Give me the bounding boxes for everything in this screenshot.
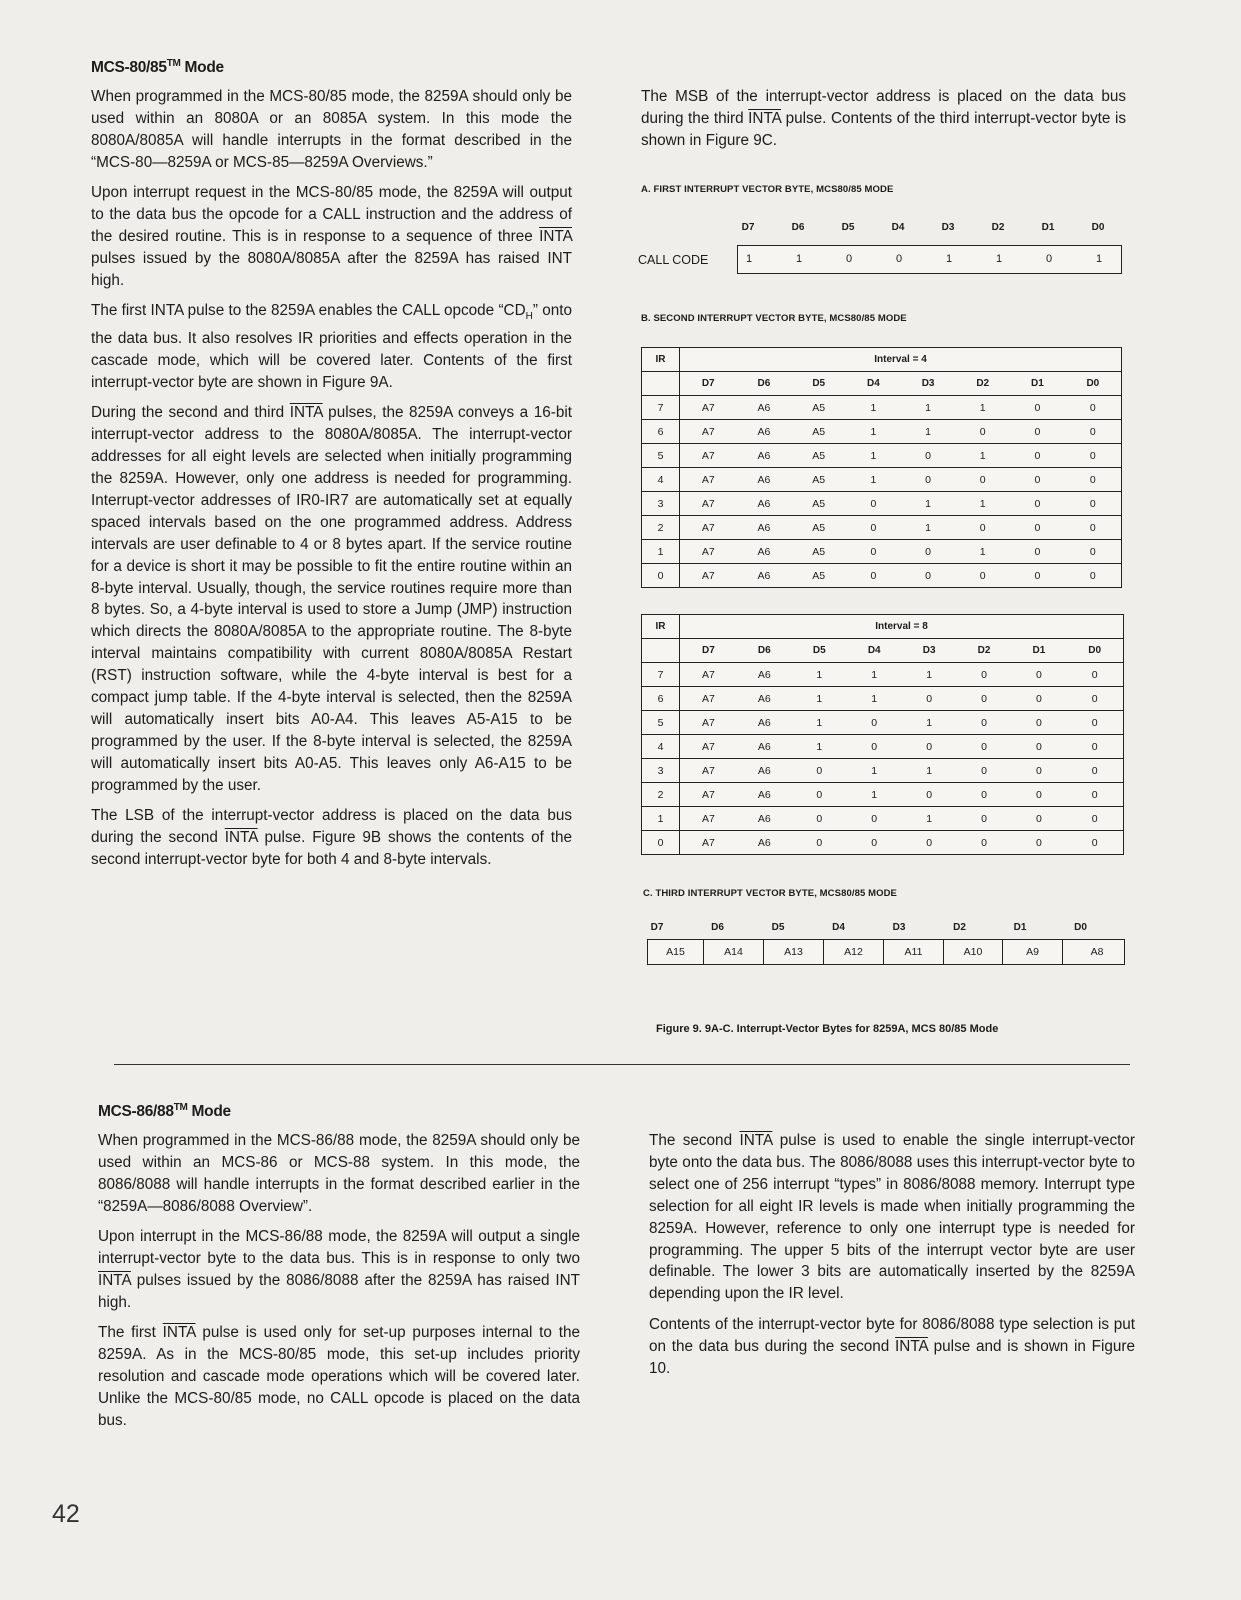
- bit-value-cell: 0: [1011, 783, 1066, 807]
- bit-value-cell: A6: [737, 807, 792, 831]
- bit-value-cell: A7: [680, 444, 737, 468]
- bit-value-cell: 0: [846, 540, 901, 564]
- ir-level-cell: 3: [642, 492, 680, 516]
- overlined-signal: INTA: [748, 109, 782, 127]
- text-run: Upon interrupt in the MCS-86/88 mode, the 8259A will output a single interrupt-vector byte to the data bus. This is in response to only two: [98, 1228, 580, 1268]
- figure-9c-label: C. THIRD INTERRUPT VECTOR BYTE, MCS80/85 MODE: [643, 888, 897, 899]
- ir-level-cell: 1: [642, 807, 680, 831]
- ir-level-cell: 3: [642, 759, 680, 783]
- bit-header-cell: D0: [1066, 639, 1123, 663]
- bit-label-d0: D0: [1091, 222, 1105, 233]
- bit-value-cell: 1: [847, 663, 902, 687]
- bit-value-cell: 0: [846, 492, 901, 516]
- table-row: [642, 468, 1122, 492]
- text-run: The MSB of the interrupt-vector address is placed on the data bus during the third: [641, 88, 1126, 127]
- bit-header-cell: D1: [1011, 639, 1066, 663]
- bit-value-cell: A5: [791, 420, 846, 444]
- bit-value-cell: A6: [736, 564, 791, 588]
- bit-value-cell: 0: [1066, 807, 1123, 831]
- bit-label-d1: D1: [1041, 222, 1055, 233]
- bit-value-cell: 1: [792, 663, 847, 687]
- table-row: [642, 396, 1122, 420]
- third-byte-row: [647, 939, 1125, 965]
- third-byte-cell: A14: [704, 940, 764, 964]
- ir-level-cell: 0: [642, 564, 680, 588]
- bit-value-cell: 0: [1065, 420, 1122, 444]
- overlined-signal: INTA: [98, 1271, 131, 1289]
- bit-value-cell: 0: [902, 735, 957, 759]
- bit-value-cell: 0: [955, 516, 1010, 540]
- bit-header-cell: D6: [736, 372, 791, 396]
- table-row: [642, 663, 1124, 687]
- text-run: pulse is used only for set-up purposes internal to the 8259A. As in the MCS-80/85 mode, this set-up includes priority resolution and cascade mode operations which will be covered later. Unlike the MCS-80/85 mode, no CALL opcode is placed on the data bus.: [98, 1324, 581, 1429]
- text-run: Upon interrupt request in the MCS-80/85 mode, the 8259A will output to the data bus the opcode for a CALL instruction and the address of the desired routine. This is in response to a sequence of three: [91, 184, 572, 245]
- bit-value-cell: 1: [901, 516, 956, 540]
- subscript: H: [525, 311, 533, 323]
- bit-value-cell: A7: [680, 735, 737, 759]
- bit-label-d7: D7: [741, 222, 755, 233]
- bit-value-cell: 0: [955, 420, 1010, 444]
- bit-value-cell: 0: [1010, 564, 1065, 588]
- mcs80-85-right-column: [641, 86, 1126, 160]
- call-code-bit: 0: [1045, 253, 1053, 265]
- bit-value-cell: 0: [1066, 687, 1123, 711]
- bit-value-cell: 0: [1010, 420, 1065, 444]
- paragraph: [91, 805, 572, 871]
- table-row: [642, 687, 1124, 711]
- bit-value-cell: 0: [957, 663, 1012, 687]
- bit-value-cell: 0: [1065, 492, 1122, 516]
- table-row: [642, 516, 1122, 540]
- bit-value-cell: 0: [792, 831, 847, 855]
- bit-value-cell: 0: [1065, 396, 1122, 420]
- ir-level-cell: 0: [642, 831, 680, 855]
- table-row: [642, 735, 1124, 759]
- bit-value-cell: 0: [1010, 540, 1065, 564]
- text-run: When programmed in the MCS-86/88 mode, the 8259A should only be used within an MCS-86 or MCS-88 system. In this mode, the 8086/8088 will handle interrupts in the format described earlier in the “8259A—8086/8088 Overview”.: [98, 1132, 580, 1215]
- bit-value-cell: A6: [737, 831, 792, 855]
- ir-blank-cell: [642, 639, 680, 663]
- bit-value-cell: 0: [957, 831, 1012, 855]
- call-code-bit: 1: [795, 253, 803, 265]
- bit-value-cell: 1: [792, 711, 847, 735]
- text-run: Contents of the interrupt-vector byte for 8086/8088 type selection is put on the data bus during the second: [649, 1315, 1135, 1355]
- bit-value-cell: 0: [1066, 735, 1123, 759]
- bit-value-cell: 1: [847, 759, 902, 783]
- text-run: pulses issued by the 8086/8088 after the 8259A has raised INT high.: [98, 1271, 580, 1311]
- text-run: pulses, the 8259A conveys a 16-bit interrupt-vector address to the 8080A/8085A. The interrupt-vector addresses for all eight levels are selected when initially programming the 8259A. However, only one address is needed for programming. Interrupt-vector addresses of IR0-IR7 are automatically set at equally spaced intervals based on the one programmed address. Address intervals are user definable to 4 or 8 bytes apart. If the service routine for a device is short it may be possible to fit the entire routine within an 8-byte interval. Usually, though, the service routines require more than 8 bytes. So, a 4-byte interval is used to store a Jump (JMP) instruction which directs the 8080A/8085A to the appropriate routine. The 8-byte interval maintains compatibility with current 8080A/8085A Restart (RST) instruction software, while the 4-byte interval is best for a compact jump table. If the 4-byte interval is selected, then the 8259A will automatically insert bits A0-A4. This leaves A5-A15 to be programmed by the user. If the 8-byte interval is selected, the 8259A will automatically insert bits A0-A5. This leaves only A6-A15 to be programmed by the user.: [91, 404, 572, 794]
- call-code-label: CALL CODE: [638, 253, 709, 267]
- figure-9a-bit-header: [738, 222, 1105, 236]
- bit-value-cell: 0: [1010, 396, 1065, 420]
- bit-value-cell: 0: [955, 564, 1010, 588]
- ir-level-cell: 2: [642, 783, 680, 807]
- bit-value-cell: A6: [736, 468, 791, 492]
- bit-value-cell: 0: [1066, 663, 1123, 687]
- bit-value-cell: 0: [957, 687, 1012, 711]
- text-run: ” onto the data bus. It also resolves IR priorities and effects operation in the cascade mode, which will be covered later. Contents of the first interrupt-vector byte are shown in Figure 9A.: [91, 302, 573, 391]
- bit-value-cell: A7: [680, 468, 737, 492]
- bit-value-cell: 0: [902, 831, 957, 855]
- bit-label-d6: D6: [711, 922, 724, 933]
- section-title-mcs86-88: MCS-86/88™ Mode: [98, 1102, 231, 1121]
- bit-header-row: [642, 639, 1124, 663]
- bit-value-cell: 0: [1065, 444, 1122, 468]
- bit-value-cell: 1: [902, 711, 957, 735]
- bit-value-cell: 0: [1010, 468, 1065, 492]
- bit-value-cell: 0: [847, 711, 902, 735]
- paragraph: [98, 1322, 580, 1432]
- bit-value-cell: 0: [1066, 711, 1123, 735]
- interval-8-table: [641, 614, 1124, 855]
- bit-value-cell: 0: [1010, 444, 1065, 468]
- paragraph: [98, 1226, 580, 1314]
- bit-header-cell: D2: [955, 372, 1010, 396]
- bit-header-cell: D3: [902, 639, 957, 663]
- bit-value-cell: A5: [791, 516, 846, 540]
- bit-value-cell: 0: [846, 564, 901, 588]
- bit-value-cell: A6: [736, 444, 791, 468]
- bit-value-cell: 0: [1065, 468, 1122, 492]
- third-byte-cell: A15: [648, 940, 704, 964]
- bit-value-cell: A5: [791, 396, 846, 420]
- bit-value-cell: 0: [1066, 759, 1123, 783]
- bit-value-cell: 0: [957, 783, 1012, 807]
- bit-label-d0: D0: [1074, 922, 1087, 933]
- paragraph: [91, 402, 572, 796]
- table-title-row: [642, 615, 1124, 639]
- bit-value-cell: 1: [901, 492, 956, 516]
- bit-value-cell: 1: [847, 783, 902, 807]
- bit-value-cell: 0: [901, 564, 956, 588]
- bit-value-cell: 0: [957, 735, 1012, 759]
- bit-value-cell: A6: [737, 711, 792, 735]
- bit-value-cell: 0: [792, 783, 847, 807]
- bit-value-cell: 0: [792, 759, 847, 783]
- bit-header-cell: D7: [680, 372, 737, 396]
- overlined-signal: INTA: [289, 404, 323, 422]
- bit-value-cell: A7: [680, 759, 737, 783]
- bit-value-cell: 1: [846, 396, 901, 420]
- figure-9c-bit-header: [647, 922, 1125, 936]
- bit-value-cell: 0: [1011, 663, 1066, 687]
- bit-label-d3: D3: [941, 222, 955, 233]
- bit-value-cell: 1: [955, 396, 1010, 420]
- bit-value-cell: 0: [901, 444, 956, 468]
- bit-header-cell: D7: [680, 639, 737, 663]
- bit-value-cell: 0: [957, 711, 1012, 735]
- text-run: pulse is used to enable the single interrupt-vector byte onto the data bus. The 8086/8088 uses this interrupt-vector byte to select one of 256 interrupt “types” in 8086/8088 memory. Interrupt type selection for all eight IR levels is made when initially programming the 8259A. However, reference to only one interrupt type is needed for programming. The upper 5 bits of the interrupt vector byte are user definable. The lower 3 bits are automatically inserted by the 8259A depending upon the IR level.: [649, 1132, 1136, 1303]
- table-row: [642, 831, 1124, 855]
- bit-value-cell: A6: [736, 396, 791, 420]
- bit-value-cell: A6: [736, 516, 791, 540]
- interval-title: Interval = 8: [680, 615, 1124, 639]
- bit-value-cell: 1: [955, 540, 1010, 564]
- bit-value-cell: 1: [901, 420, 956, 444]
- table-row: [642, 564, 1122, 588]
- table-row: [642, 783, 1124, 807]
- table-row: [642, 420, 1122, 444]
- text-run: pulse and is shown in Figure 10.: [649, 1337, 1136, 1377]
- bit-label-d4: D4: [832, 922, 845, 933]
- bit-value-cell: 1: [902, 807, 957, 831]
- bit-label-d5: D5: [841, 222, 855, 233]
- bit-value-cell: A5: [791, 540, 846, 564]
- bit-header-cell: D3: [901, 372, 956, 396]
- figure-9-caption: Figure 9. 9A-C. Interrupt-Vector Bytes for 8259A, MCS 80/85 Mode: [656, 1023, 999, 1035]
- ir-level-cell: 6: [642, 420, 680, 444]
- text-run: The first: [98, 1324, 163, 1342]
- ir-level-cell: 2: [642, 516, 680, 540]
- ir-level-cell: 7: [642, 396, 680, 420]
- bit-value-cell: 0: [847, 831, 902, 855]
- bit-value-cell: 0: [955, 468, 1010, 492]
- bit-value-cell: A7: [680, 516, 737, 540]
- overlined-signal: INTA: [539, 227, 572, 245]
- bit-value-cell: 0: [901, 468, 956, 492]
- paragraph: [98, 1130, 580, 1218]
- text-run: pulses issued by the 8080A/8085A after the 8259A has raised INT high.: [91, 249, 572, 289]
- overlined-signal: INTA: [224, 829, 258, 847]
- bit-value-cell: 0: [1010, 516, 1065, 540]
- text-run: pulse. Figure 9B shows the contents of the second interrupt-vector byte for both 4 and 8-byte intervals.: [91, 829, 572, 868]
- ir-blank-cell: [642, 372, 680, 396]
- text-run: The LSB of the interrupt-vector address is placed on the data bus during the second: [91, 807, 572, 847]
- bit-header-cell: D4: [846, 372, 901, 396]
- text-run: The first INTA pulse to the 8259A enables the CALL opcode “CD: [91, 302, 526, 320]
- bit-value-cell: A5: [791, 468, 846, 492]
- third-byte-cell: A8: [1090, 946, 1104, 958]
- mcs86-88-right-column: [649, 1130, 1135, 1388]
- bit-value-cell: 0: [1011, 807, 1066, 831]
- bit-label-d2: D2: [953, 922, 966, 933]
- bit-value-cell: 0: [1065, 540, 1122, 564]
- bit-value-cell: 1: [955, 492, 1010, 516]
- paragraph: [91, 86, 572, 174]
- ir-level-cell: 1: [642, 540, 680, 564]
- bit-value-cell: A6: [736, 492, 791, 516]
- bit-value-cell: 0: [1011, 711, 1066, 735]
- table-row: [642, 711, 1124, 735]
- bit-value-cell: 1: [792, 735, 847, 759]
- paragraph: [641, 86, 1126, 152]
- table-row: [642, 807, 1124, 831]
- text-run: The second: [649, 1132, 740, 1149]
- bit-value-cell: A7: [680, 564, 737, 588]
- bit-value-cell: 0: [902, 687, 957, 711]
- bit-label-d2: D2: [991, 222, 1005, 233]
- bit-value-cell: A5: [791, 492, 846, 516]
- call-code-bit: 1: [945, 253, 953, 265]
- bit-value-cell: 1: [846, 444, 901, 468]
- call-code-byte: [737, 245, 1122, 274]
- paragraph: [91, 300, 572, 394]
- bit-value-cell: 1: [792, 687, 847, 711]
- bit-header-cell: D1: [1010, 372, 1065, 396]
- paragraph: [649, 1314, 1135, 1380]
- interval-title: Interval = 4: [680, 348, 1122, 372]
- bit-value-cell: A7: [680, 420, 737, 444]
- call-code-bit: 1: [745, 253, 753, 265]
- bit-value-cell: A6: [737, 759, 792, 783]
- bit-label-d4: D4: [891, 222, 905, 233]
- text-run: When programmed in the MCS-80/85 mode, the 8259A should only be used within an 8080A or an 8085A system. In this mode the 8080A/8085A will handle interrupts in the format described in the “MCS-80—8259A or MCS-85—8259A Overviews.”: [91, 88, 572, 171]
- bit-value-cell: A6: [737, 735, 792, 759]
- paragraph: [649, 1130, 1135, 1305]
- bit-value-cell: A6: [736, 540, 791, 564]
- table-row: [642, 492, 1122, 516]
- bit-value-cell: A6: [737, 663, 792, 687]
- bit-value-cell: A7: [680, 540, 737, 564]
- bit-value-cell: A7: [680, 687, 737, 711]
- bit-header-cell: D5: [792, 639, 847, 663]
- call-code-bit: 1: [1095, 253, 1103, 265]
- table-title-row: [642, 348, 1122, 372]
- bit-value-cell: 0: [1011, 735, 1066, 759]
- overlined-signal: INTA: [739, 1132, 773, 1149]
- ir-header: IR: [642, 615, 680, 639]
- bit-value-cell: A5: [791, 444, 846, 468]
- figure-9b-label: B. SECOND INTERRUPT VECTOR BYTE, MCS80/85 MODE: [641, 313, 907, 324]
- section-divider: [114, 1064, 1130, 1065]
- bit-value-cell: 1: [846, 468, 901, 492]
- bit-label-d1: D1: [1013, 922, 1027, 933]
- figure-9a-label: A. FIRST INTERRUPT VECTOR BYTE, MCS80/85 MODE: [641, 184, 894, 195]
- overlined-signal: INTA: [895, 1337, 928, 1355]
- bit-value-cell: 0: [1066, 783, 1123, 807]
- bit-value-cell: 1: [902, 759, 957, 783]
- bit-value-cell: 1: [901, 396, 956, 420]
- bit-label-d6: D6: [791, 222, 805, 233]
- ir-level-cell: 6: [642, 687, 680, 711]
- call-code-bit: 0: [895, 253, 903, 265]
- ir-header: IR: [642, 348, 680, 372]
- ir-level-cell: 5: [642, 444, 680, 468]
- bit-value-cell: 0: [1011, 831, 1066, 855]
- third-byte-cell: A11: [884, 940, 944, 964]
- bit-value-cell: 0: [1011, 759, 1066, 783]
- bit-header-cell: D5: [791, 372, 846, 396]
- bit-value-cell: 0: [1066, 831, 1123, 855]
- bit-value-cell: 0: [901, 540, 956, 564]
- table-row: [642, 759, 1124, 783]
- bit-label-d7: D7: [650, 922, 664, 933]
- bit-value-cell: A7: [680, 396, 737, 420]
- bit-value-cell: 0: [792, 807, 847, 831]
- third-byte-cell: A9: [1003, 940, 1063, 964]
- bit-value-cell: 1: [955, 444, 1010, 468]
- bit-value-cell: A7: [680, 831, 737, 855]
- bit-value-cell: 0: [1010, 492, 1065, 516]
- bit-value-cell: 0: [847, 807, 902, 831]
- third-byte-cell: A10: [944, 940, 1003, 964]
- mcs86-88-left-column: [98, 1130, 580, 1440]
- table-row: [642, 444, 1122, 468]
- bit-value-cell: 1: [846, 420, 901, 444]
- bit-label-d5: D5: [771, 922, 785, 933]
- text-run: During the second and third: [91, 404, 290, 422]
- bit-value-cell: 1: [847, 687, 902, 711]
- bit-value-cell: 0: [1065, 516, 1122, 540]
- bit-header-cell: D0: [1065, 372, 1122, 396]
- bit-header-cell: D6: [737, 639, 792, 663]
- table-row: [642, 540, 1122, 564]
- bit-label-d3: D3: [892, 922, 906, 933]
- bit-value-cell: 0: [957, 807, 1012, 831]
- bit-value-cell: 0: [902, 783, 957, 807]
- call-code-bit: 0: [845, 253, 853, 265]
- bit-header-cell: D4: [847, 639, 902, 663]
- ir-level-cell: 5: [642, 711, 680, 735]
- bit-value-cell: A6: [736, 420, 791, 444]
- mcs80-85-left-column: [91, 86, 572, 879]
- bit-value-cell: 0: [846, 516, 901, 540]
- page-number: 42: [52, 1500, 80, 1528]
- bit-value-cell: A7: [680, 492, 737, 516]
- third-byte-cell: A12: [824, 940, 884, 964]
- interval-4-table: [641, 347, 1122, 588]
- bit-value-cell: 0: [847, 735, 902, 759]
- ir-level-cell: 4: [642, 735, 680, 759]
- third-byte-cell: A13: [764, 940, 824, 964]
- bit-value-cell: A7: [680, 783, 737, 807]
- bit-value-cell: 0: [1065, 564, 1122, 588]
- text-run: pulse. Contents of the third interrupt-vector byte is shown in Figure 9C.: [641, 109, 1127, 149]
- bit-value-cell: A6: [737, 687, 792, 711]
- bit-value-cell: 1: [902, 663, 957, 687]
- bit-value-cell: A7: [680, 663, 737, 687]
- bit-value-cell: 0: [957, 759, 1012, 783]
- bit-value-cell: A7: [680, 807, 737, 831]
- bit-header-row: [642, 372, 1122, 396]
- bit-value-cell: A6: [737, 783, 792, 807]
- ir-level-cell: 4: [642, 468, 680, 492]
- call-code-bit: 1: [995, 253, 1003, 265]
- bit-value-cell: A5: [791, 564, 846, 588]
- overlined-signal: INTA: [162, 1324, 196, 1342]
- bit-value-cell: A7: [680, 711, 737, 735]
- bit-value-cell: 0: [1011, 687, 1066, 711]
- section-title-mcs80-85: MCS-80/85™ Mode: [91, 58, 224, 77]
- ir-level-cell: 7: [642, 663, 680, 687]
- bit-header-cell: D2: [957, 639, 1012, 663]
- paragraph: [91, 182, 572, 292]
